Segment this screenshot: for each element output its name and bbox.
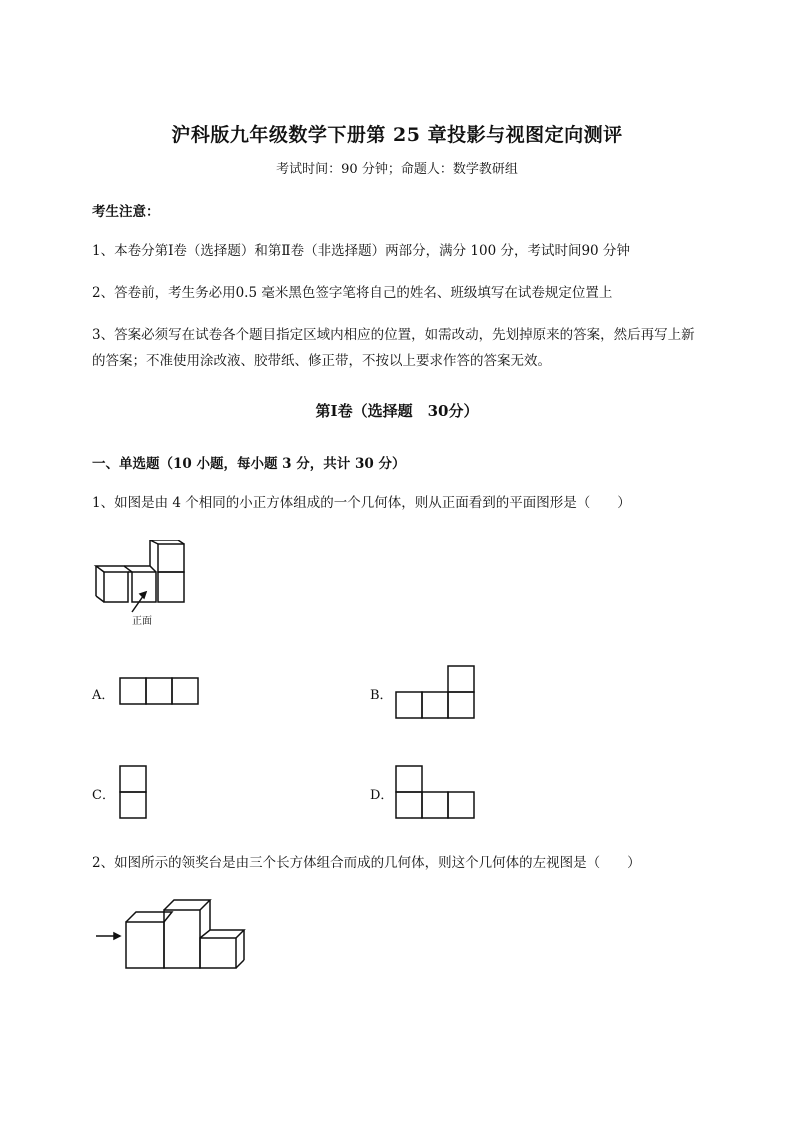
option-c-label[interactable]: C． [92, 788, 115, 803]
notice-item: 3、答案必须写在试卷各个题目指定区域内相应的位置，如需改动，先划掉原来的答案，然后再写上新 [92, 327, 695, 343]
page-title: 沪科版九年级数学下册第 25 章投影与视图定向测评 [171, 124, 623, 146]
option-a-label[interactable]: A． [92, 688, 115, 703]
option-b-label[interactable]: B． [370, 688, 393, 703]
question-2-text: 2、如图所示的领奖台是由三个长方体组合而成的几何体，则这个几何体的左视图是（ ） [92, 855, 641, 871]
option-b-figure[interactable] [394, 664, 478, 722]
question-1-text: 1、如图是由 4 个相同的小正方体组成的一个几何体，则从正面看到的平面图形是（ ） [92, 495, 631, 511]
notice-heading: 考生注意： [92, 204, 160, 220]
option-d-label[interactable]: D． [370, 788, 394, 803]
question-2-figure [92, 894, 252, 974]
option-a-figure[interactable] [118, 676, 202, 708]
part-heading: 一、单选题（10 小题，每小题 3 分，共计 30 分） [92, 456, 406, 472]
notice-item: 的答案；不准使用涂改液、胶带纸、修正带，不按以上要求作答的答案无效。 [92, 353, 551, 369]
notice-item: 2、答卷前，考生务必用0.5 毫米黑色签字笔将自己的姓名、班级填写在试卷规定位置上 [92, 285, 613, 301]
question-1-figure [92, 540, 202, 630]
section-title: 第Ⅰ卷（选择题 30分） [315, 402, 479, 420]
notice-item: 1、本卷分第Ⅰ卷（选择题）和第Ⅱ卷（非选择题）两部分，满分 100 分，考试时间90 分钟 [92, 243, 630, 259]
exam-info: 考试时间：90 分钟；命题人：数学教研组 [276, 162, 518, 177]
front-label: 正面 [132, 616, 152, 627]
option-d-figure[interactable] [394, 764, 478, 822]
option-c-figure[interactable] [118, 764, 150, 822]
